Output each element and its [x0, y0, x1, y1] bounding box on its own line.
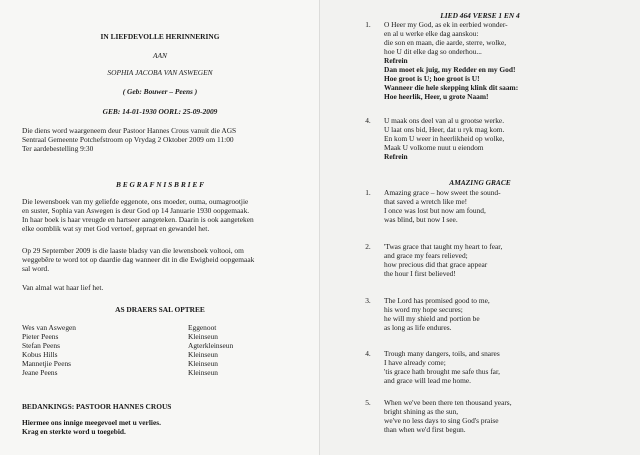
bearer-relation: Agterkleinseun	[188, 341, 234, 350]
letter-line: weggebêre te word tot op daardie dag wanneer dit in die Ewigheid oopgemaak	[22, 255, 255, 264]
verse-line: that saved a wretch like me!	[384, 197, 468, 206]
letter-line: sal word.	[22, 264, 50, 273]
service-details	[22, 126, 236, 153]
thanks-line: Krag en sterkte word u toegebid.	[22, 427, 126, 436]
verse-line: U maak ons deel van al u grootse werke.	[384, 116, 505, 125]
verse-number: 1.	[365, 188, 371, 197]
refrain-label: Refrein	[384, 152, 408, 161]
letter-line: elke oomblik wat sy met God vertoef, gepraat en gewandel het.	[22, 224, 210, 233]
verse-line: was blind, but now I see.	[384, 215, 458, 224]
letter-line: In haar boek is haar vreugde en hartseer aangeteken. Daarin is ook aangeteken	[22, 215, 254, 224]
memorial-heading: IN LIEFDEVOLLE HERINNERING	[100, 32, 220, 41]
birth-death-dates: GEB: 14-01-1930 OORL: 25-09-2009	[102, 107, 218, 116]
service-line: Ter aardebestelling 9:30	[22, 144, 94, 153]
verse-line: en al u werke elke dag aanskou:	[384, 29, 479, 38]
verse-number: 2.	[365, 242, 371, 251]
verse-number: 4.	[365, 349, 371, 358]
verse-line: I once was lost but now am found,	[384, 206, 486, 215]
thanks-line: Hiermee ons innige meegevoel met u verlies.	[22, 418, 161, 427]
maiden-names: ( Geb: Bouwer – Peens )	[122, 87, 198, 96]
verse-line: we've no less days to sing God's praise	[384, 416, 499, 425]
bearer-relation: Kleinseun	[188, 368, 218, 377]
verse-line: his word my hope secures;	[384, 305, 463, 314]
hymn1-title: LIED 464 VERSE 1 EN 4	[440, 11, 520, 20]
bearer-name: Pieter Peens	[22, 332, 59, 341]
hymn1-verse-4	[384, 116, 504, 161]
verse-line: as long as life endures.	[384, 323, 452, 332]
bearer-name: Jeane Peens	[22, 368, 58, 377]
refrain-line: Hoe heerlik, Heer, u grote Naam!	[384, 92, 489, 101]
verse-line: O Heer my God, as ek in eerbied wonder-	[384, 20, 508, 29]
bearer-relation: Eggenoot	[188, 323, 217, 332]
verse-line: I have already come;	[384, 358, 446, 367]
refrain-line: Dan moet ek juig, my Redder en my God!	[384, 65, 516, 74]
bearer-names	[22, 323, 76, 377]
verse-line: and grace will lead me home.	[384, 376, 472, 385]
refrain-line: Wanneer die hele skepping klink dit saam:	[384, 83, 519, 92]
verse-number: 4.	[365, 116, 371, 125]
verse-line: hoe U dit elke dag so onderhou...	[384, 47, 482, 56]
verse-number: 1.	[365, 20, 371, 29]
letter-paragraph-1	[22, 197, 254, 233]
refrain-label: Refrein	[384, 56, 408, 65]
verse-line: When we've been there ten thousand years,	[384, 398, 512, 407]
letter-paragraph-2	[22, 246, 254, 273]
hymn2-verse-4	[384, 349, 500, 385]
verse-line: the hour I first believed!	[384, 269, 456, 278]
verse-number: 5.	[365, 398, 371, 407]
verse-line: he will my shield and portion be	[384, 314, 480, 323]
letter-closing: Van almal wat haar lief het.	[22, 283, 104, 292]
verse-line: The Lord has promised good to me,	[384, 296, 490, 305]
verse-line: how precious did that grace appear	[384, 260, 488, 269]
bearer-relation: Kleinseun	[188, 350, 218, 359]
letter-line: Die lewensboek van my geliefde eggenote, ons moeder, ouma, oumagrootjie	[22, 197, 249, 206]
verse-line: and grace my fears relieved;	[384, 251, 468, 260]
bearer-name: Mannetjie Peens	[22, 359, 72, 368]
verse-line: than when we'd first begun.	[384, 425, 466, 434]
right-page	[320, 0, 640, 455]
hymn2-title: AMAZING GRACE	[449, 178, 511, 187]
bearer-relation: Kleinseun	[188, 332, 218, 341]
hymn2-verse-1	[384, 188, 501, 224]
verse-line: Amazing grace – how sweet the sound-	[384, 188, 501, 197]
bearer-relations	[188, 323, 233, 377]
service-line: Die diens word waargeneem deur Pastoor Hannes Crous vanuit die AGS	[22, 126, 237, 135]
verse-number: 3.	[365, 296, 371, 305]
verse-line: U laat ons bid, Heer, dat u ryk mag kom.	[384, 125, 505, 134]
bearers-title: AS DRAERS SAL OPTREE	[115, 305, 205, 314]
letter-line: Op 29 September 2009 is die laaste bladsy van die lewensboek voltooi, om	[22, 246, 244, 255]
hymn2-verse-3	[384, 296, 490, 332]
verse-line: 'Twas grace that taught my heart to fear,	[384, 242, 503, 251]
bearer-name: Stefan Peens	[22, 341, 60, 350]
thanks-message	[22, 418, 161, 436]
verse-line: die son en maan, die aarde, sterre, wolke,	[384, 38, 507, 47]
hymn2-verse-5	[384, 398, 512, 434]
deceased-name: SOPHIA JACOBA VAN ASWEGEN	[107, 68, 213, 77]
service-line: Sentraal Gemeente Potchefstroom op Vrydag 2 Oktober 2009 om 11:00	[22, 135, 234, 144]
letter-title: B E G R A F N I S B R I E F	[115, 180, 205, 189]
verse-line: Maak U volkome nuut u eiendom	[384, 143, 484, 152]
hymn2-verse-2	[384, 242, 502, 278]
bearer-relation: Kleinseun	[188, 359, 218, 368]
thanks-title: BEDANKINGS: PASTOOR HANNES CROUS	[22, 402, 172, 411]
verse-line: Trough many dangers, toils, and snares	[384, 349, 500, 358]
verse-line: En kom U weer in heerlikheid op wolke,	[384, 134, 505, 143]
hymn1-verse-1	[384, 20, 518, 101]
bearer-name: Kobus Hills	[22, 350, 58, 359]
letter-line: en suster, Sophia van Aswegen is deur God op 14 Januarie 1930 oopgemaak.	[22, 206, 250, 215]
refrain-line: Hoe groot is U; hoe groot is U!	[384, 74, 480, 83]
verse-line: bright shining as the sun,	[384, 407, 459, 416]
aan-label: AAN	[153, 51, 167, 60]
verse-line: 'tis grace hath brought me safe thus far,	[384, 367, 500, 376]
bearer-name: Wes van Aswegen	[22, 323, 76, 332]
